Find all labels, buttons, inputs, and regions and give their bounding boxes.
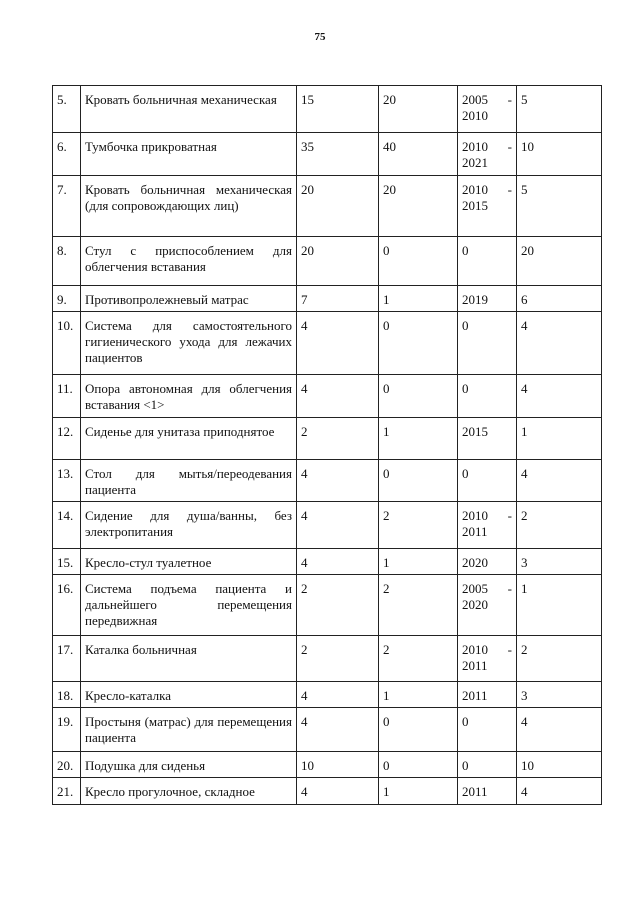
year-value: [462, 424, 512, 440]
year-cell: [458, 237, 517, 286]
item-name-cell: Каталка больничная: [81, 636, 297, 682]
quantity-needed-cell: 4: [517, 708, 602, 752]
year-range-dash: -: [507, 182, 512, 197]
row-number-cell: 14.: [53, 502, 81, 549]
item-name-cell: Система подъема пациента и дальнейшего перемещения передвижная: [81, 575, 297, 636]
year-text: 2011: [462, 658, 488, 673]
year-value: [462, 155, 512, 171]
year-text: 0: [462, 318, 469, 333]
year-text: 2019: [462, 292, 488, 307]
item-name-cell: Кресло-каталка: [81, 682, 297, 708]
year-text: 2010: [462, 642, 488, 657]
table-row: [53, 682, 602, 708]
quantity-required-cell: 35: [297, 133, 379, 176]
table-row: [53, 418, 602, 460]
quantity-needed-cell: 10: [517, 133, 602, 176]
table-row: [53, 86, 602, 133]
quantity-needed-cell: 4: [517, 375, 602, 418]
quantity-required-cell: 20: [297, 237, 379, 286]
quantity-available-cell: 0: [379, 237, 458, 286]
table-row: [53, 375, 602, 418]
quantity-available-cell: 0: [379, 375, 458, 418]
quantity-required-cell: 2: [297, 636, 379, 682]
quantity-required-cell: 4: [297, 460, 379, 502]
year-cell: [458, 133, 517, 176]
table-row: [53, 708, 602, 752]
quantity-needed-cell: 4: [517, 778, 602, 805]
table-row: [53, 237, 602, 286]
row-number-cell: 20.: [53, 752, 81, 778]
quantity-available-cell: 0: [379, 752, 458, 778]
row-number-cell: 9.: [53, 286, 81, 312]
item-name-cell: Подушка для сиденья: [81, 752, 297, 778]
year-text: 2005: [462, 92, 488, 107]
table-row: [53, 636, 602, 682]
row-number-cell: 15.: [53, 549, 81, 575]
year-text: 2010: [462, 508, 488, 523]
year-value: [462, 658, 512, 674]
quantity-available-cell: 1: [379, 778, 458, 805]
year-text: 2015: [462, 424, 488, 439]
quantity-available-cell: 40: [379, 133, 458, 176]
year-text: 2010: [462, 108, 488, 123]
row-number-cell: 5.: [53, 86, 81, 133]
item-name-cell: Опора автономная для облегчения вставания <1>: [81, 375, 297, 418]
equipment-table-body: [53, 86, 602, 805]
year-value: [462, 597, 512, 613]
table-row: [53, 133, 602, 176]
page-number: 75: [314, 31, 326, 43]
year-value: [462, 688, 512, 704]
quantity-needed-cell: 2: [517, 502, 602, 549]
year-text: 2010: [462, 139, 488, 154]
item-name-cell: Сиденье для унитаза приподнятое: [81, 418, 297, 460]
row-number-cell: 17.: [53, 636, 81, 682]
item-name-cell: Стол для мытья/переодевания пациента: [81, 460, 297, 502]
year-text: 2011: [462, 524, 488, 539]
year-cell: [458, 752, 517, 778]
year-cell: [458, 286, 517, 312]
year-value: [462, 524, 512, 540]
year-value: [462, 243, 512, 259]
quantity-required-cell: 4: [297, 549, 379, 575]
year-text: 2021: [462, 155, 488, 170]
year-value: [462, 508, 512, 524]
year-value: [462, 642, 512, 658]
year-text: 2020: [462, 555, 488, 570]
year-cell: [458, 86, 517, 133]
quantity-needed-cell: 1: [517, 575, 602, 636]
year-range-dash: -: [507, 508, 512, 523]
year-text: 2010: [462, 182, 488, 197]
year-value: [462, 581, 512, 597]
item-name-cell: Кровать больничная механическая: [81, 86, 297, 133]
year-value: [462, 466, 512, 482]
year-text: 2015: [462, 198, 488, 213]
equipment-table: [52, 85, 602, 805]
year-value: [462, 784, 512, 800]
year-range-dash: -: [507, 139, 512, 154]
row-number-cell: 8.: [53, 237, 81, 286]
year-text: 0: [462, 381, 469, 396]
year-text: 0: [462, 243, 469, 258]
quantity-needed-cell: 10: [517, 752, 602, 778]
year-value: [462, 108, 512, 124]
table-row: [53, 176, 602, 237]
year-value: [462, 198, 512, 214]
quantity-available-cell: 2: [379, 636, 458, 682]
year-cell: [458, 682, 517, 708]
quantity-available-cell: 2: [379, 575, 458, 636]
year-cell: [458, 575, 517, 636]
quantity-available-cell: 1: [379, 549, 458, 575]
year-value: [462, 714, 512, 730]
row-number-cell: 16.: [53, 575, 81, 636]
year-range-dash: -: [507, 642, 512, 657]
year-text: 2020: [462, 597, 488, 612]
year-range-dash: -: [507, 581, 512, 596]
quantity-available-cell: 0: [379, 312, 458, 375]
year-value: [462, 555, 512, 571]
table-row: [53, 502, 602, 549]
quantity-needed-cell: 6: [517, 286, 602, 312]
year-cell: [458, 460, 517, 502]
item-name-cell: Простыня (матрас) для перемещения пациента: [81, 708, 297, 752]
quantity-available-cell: 1: [379, 682, 458, 708]
year-value: [462, 381, 512, 397]
table-row: [53, 286, 602, 312]
quantity-available-cell: 1: [379, 418, 458, 460]
year-value: [462, 92, 512, 108]
quantity-available-cell: 2: [379, 502, 458, 549]
year-value: [462, 182, 512, 198]
quantity-needed-cell: 4: [517, 460, 602, 502]
quantity-required-cell: 4: [297, 312, 379, 375]
year-cell: [458, 375, 517, 418]
quantity-needed-cell: 3: [517, 549, 602, 575]
quantity-required-cell: 15: [297, 86, 379, 133]
quantity-needed-cell: 4: [517, 312, 602, 375]
row-number-cell: 11.: [53, 375, 81, 418]
year-value: [462, 758, 512, 774]
quantity-required-cell: 2: [297, 575, 379, 636]
quantity-needed-cell: 2: [517, 636, 602, 682]
row-number-cell: 6.: [53, 133, 81, 176]
quantity-required-cell: 4: [297, 778, 379, 805]
quantity-required-cell: 2: [297, 418, 379, 460]
row-number-cell: 10.: [53, 312, 81, 375]
quantity-needed-cell: 3: [517, 682, 602, 708]
row-number-cell: 7.: [53, 176, 81, 237]
table-row: [53, 460, 602, 502]
quantity-available-cell: 0: [379, 460, 458, 502]
item-name-cell: Противопролежневый матрас: [81, 286, 297, 312]
year-cell: [458, 549, 517, 575]
item-name-cell: Сидение для душа/ванны, без электропитания: [81, 502, 297, 549]
table-row: [53, 312, 602, 375]
item-name-cell: Кресло-стул туалетное: [81, 549, 297, 575]
item-name-cell: Кровать больничная механическая (для сопровождающих лиц): [81, 176, 297, 237]
year-cell: [458, 502, 517, 549]
quantity-required-cell: 20: [297, 176, 379, 237]
quantity-needed-cell: 20: [517, 237, 602, 286]
quantity-required-cell: 4: [297, 682, 379, 708]
year-text: 2005: [462, 581, 488, 596]
row-number-cell: 12.: [53, 418, 81, 460]
year-cell: [458, 708, 517, 752]
year-value: [462, 292, 512, 308]
year-text: 0: [462, 758, 469, 773]
table-row: [53, 752, 602, 778]
row-number-cell: 18.: [53, 682, 81, 708]
quantity-needed-cell: 1: [517, 418, 602, 460]
year-text: 0: [462, 466, 469, 481]
row-number-cell: 19.: [53, 708, 81, 752]
quantity-available-cell: 20: [379, 86, 458, 133]
quantity-available-cell: 0: [379, 708, 458, 752]
table-row: [53, 549, 602, 575]
year-cell: [458, 418, 517, 460]
quantity-required-cell: 7: [297, 286, 379, 312]
quantity-available-cell: 1: [379, 286, 458, 312]
item-name-cell: Стул с приспособлением для облегчения вставания: [81, 237, 297, 286]
quantity-available-cell: 20: [379, 176, 458, 237]
quantity-required-cell: 4: [297, 502, 379, 549]
quantity-needed-cell: 5: [517, 176, 602, 237]
row-number-cell: 13.: [53, 460, 81, 502]
item-name-cell: Система для самостоятельного гигиенического ухода для лежачих пациентов: [81, 312, 297, 375]
quantity-required-cell: 4: [297, 375, 379, 418]
year-value: [462, 318, 512, 334]
item-name-cell: Кресло прогулочное, складное: [81, 778, 297, 805]
year-cell: [458, 176, 517, 237]
quantity-required-cell: 4: [297, 708, 379, 752]
year-value: [462, 139, 512, 155]
year-text: 2011: [462, 784, 488, 799]
row-number-cell: 21.: [53, 778, 81, 805]
item-name-cell: Тумбочка прикроватная: [81, 133, 297, 176]
table-row: [53, 778, 602, 805]
quantity-needed-cell: 5: [517, 86, 602, 133]
year-cell: [458, 312, 517, 375]
year-text: 2011: [462, 688, 488, 703]
table-row: [53, 575, 602, 636]
quantity-required-cell: 10: [297, 752, 379, 778]
year-cell: [458, 636, 517, 682]
year-cell: [458, 778, 517, 805]
year-text: 0: [462, 714, 469, 729]
year-range-dash: -: [507, 92, 512, 107]
